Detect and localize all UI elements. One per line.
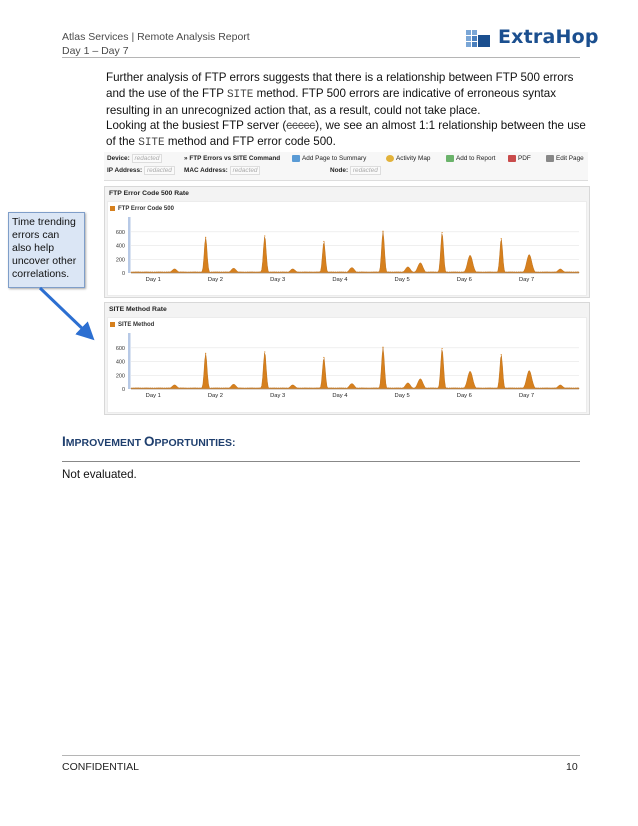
- y-tick-label: 600: [115, 345, 125, 352]
- mac-value: redacted: [230, 166, 261, 175]
- extrahop-logo: [462, 26, 602, 50]
- y-tick-label: 0: [121, 387, 125, 393]
- redacted-server: ccccc: [286, 119, 316, 132]
- ftp-error-500-chart: [104, 186, 590, 298]
- peak-point: [382, 231, 383, 232]
- add-report-icon: [446, 155, 454, 162]
- section-title: IMPROVEMENT OPPORTUNITIES:: [62, 434, 236, 449]
- node-value: redacted: [350, 166, 381, 175]
- footer-confidential: CONFIDENTIAL: [62, 761, 140, 773]
- chart-legend: SITE Method: [110, 322, 154, 328]
- paragraph-1: Further analysis of FTP errors suggests that there is a relationship between FTP 500 errors and the use of the FTP SITE method. FTP 500 errors are indicative of erroneous syntax resulting in an unrecognized action that, as a result, could not take place.: [106, 71, 574, 117]
- edit-page-link[interactable]: Edit Page: [546, 155, 584, 162]
- pdf-icon: [508, 155, 516, 162]
- x-tick-label: Day 3: [270, 277, 286, 283]
- add-to-report-link[interactable]: Add to Report: [446, 155, 495, 162]
- logo-wordmark: ExtraHop: [498, 26, 599, 48]
- add-page-to-summary-link[interactable]: Add Page to Summary: [292, 155, 366, 162]
- x-tick-label: Day 2: [207, 393, 224, 399]
- device-label: Device:: [107, 155, 130, 162]
- x-tick-label: Day 5: [394, 277, 410, 283]
- peak-point: [501, 354, 502, 355]
- page-number: 10: [566, 761, 578, 773]
- site-method-plot: [105, 303, 589, 414]
- peak-point: [442, 348, 443, 349]
- area-series: [131, 347, 579, 389]
- breadcrumb: » FTP Errors vs SITE Command: [184, 155, 281, 162]
- area-series: [131, 231, 579, 273]
- section-divider: [62, 461, 580, 462]
- date-range: Day 1 – Day 7: [62, 45, 129, 57]
- pdf-link[interactable]: PDF: [508, 155, 531, 162]
- chart-title: FTP Error Code 500 Rate: [109, 190, 189, 197]
- footer-divider: [62, 755, 580, 756]
- mac-label: MAC Address:: [184, 167, 228, 174]
- extrahop-logo-icon: [462, 27, 496, 49]
- ip-value: redacted: [144, 166, 175, 175]
- device-toolbar: [104, 152, 588, 181]
- x-tick-label: Day 1: [145, 393, 161, 399]
- node-label: Node:: [330, 167, 349, 174]
- peak-point: [323, 357, 324, 358]
- x-tick-label: Day 4: [332, 277, 348, 283]
- x-tick-label: Day 7: [519, 277, 535, 283]
- y-tick-label: 200: [115, 257, 125, 264]
- x-tick-label: Day 7: [519, 393, 535, 399]
- site-code: SITE: [138, 137, 165, 149]
- add-summary-icon: [292, 155, 300, 162]
- y-tick-label: 400: [115, 359, 125, 366]
- chart-legend: FTP Error Code 500: [110, 206, 174, 212]
- paragraph-2: Looking at the busiest FTP server (ccccc), we see an almost 1:1 relationship between the use of the SITE method and FTP error code 500.: [106, 119, 586, 149]
- ip-label: IP Address:: [107, 167, 143, 174]
- edit-icon: [546, 155, 554, 162]
- x-tick-label: Day 6: [456, 277, 472, 283]
- peak-point: [205, 353, 206, 354]
- range-indicator: [128, 217, 131, 273]
- range-indicator: [128, 333, 131, 389]
- peak-point: [323, 241, 324, 242]
- y-tick-label: 0: [121, 271, 125, 277]
- peak-point: [501, 238, 502, 239]
- ftp-error-500-plot: [105, 187, 589, 297]
- site-method-chart: [104, 302, 590, 415]
- report-title: Atlas Services | Remote Analysis Report: [62, 31, 250, 43]
- callout-note: Time trending errors can also help uncover other correlations.: [8, 212, 85, 288]
- x-tick-label: Day 6: [456, 393, 472, 399]
- x-tick-label: Day 2: [207, 277, 224, 283]
- peak-point: [264, 235, 265, 236]
- callout-arrow: [36, 282, 96, 342]
- y-tick-label: 600: [115, 229, 125, 236]
- x-tick-label: Day 5: [394, 393, 410, 399]
- peak-point: [442, 232, 443, 233]
- y-tick-label: 400: [115, 243, 125, 250]
- device-value: redacted: [132, 154, 163, 163]
- x-tick-label: Day 3: [270, 393, 286, 399]
- x-tick-label: Day 1: [145, 277, 161, 283]
- site-code: SITE: [226, 89, 254, 101]
- peak-point: [205, 237, 206, 238]
- activity-map-link[interactable]: Activity Map: [386, 155, 430, 162]
- y-tick-label: 200: [115, 373, 125, 380]
- peak-point: [382, 347, 383, 348]
- x-tick-label: Day 4: [332, 393, 348, 399]
- section-body: Not evaluated.: [62, 468, 137, 481]
- chart-title: SITE Method Rate: [109, 306, 167, 313]
- header-divider: [62, 57, 580, 58]
- peak-point: [264, 351, 265, 352]
- activity-map-icon: [386, 155, 394, 162]
